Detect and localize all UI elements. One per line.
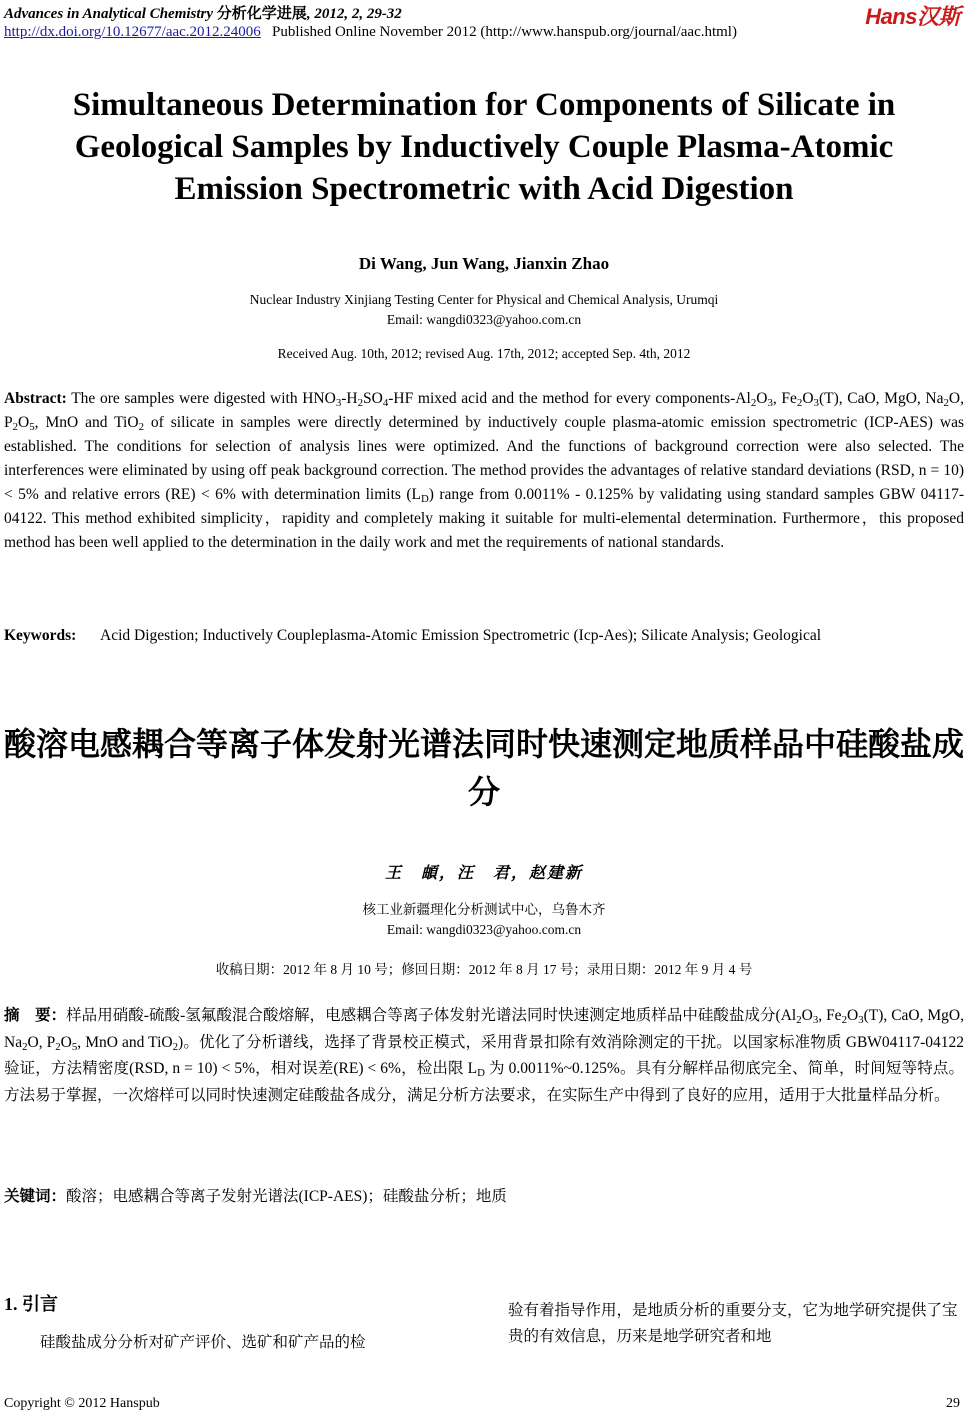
cn-email: Email: wangdi0323@yahoo.com.cn <box>386 922 582 937</box>
copyright: Copyright © 2012 Hanspub <box>4 1396 160 1411</box>
published-info: Published Online November 2012 (http://www.hanspub.org/journal/aac.html) <box>272 24 737 40</box>
page-number: 29 <box>946 1396 960 1411</box>
received-dates: Received Aug. 10th, 2012; revised Aug. 17th, 2012; accepted Sep. 4th, 2012 <box>277 346 691 361</box>
body-column-right: 验有着指导作用，是地质分析的重要分支，它为地学研究提供了宝贵的有效信息，历来是地学研究者和地 <box>508 1302 958 1345</box>
cn-abstract: 摘 要：样品用硝酸-硫酸-氢氟酸混合酸熔解，电感耦合等离子体发射光谱法同时快速测定地质样品中硅酸盐成分($Al_2O_3$, $Fe_2O_3(T)$, CaO, MgO, $Na_2O$, $P_2O_5$, MnO and TiO$_2$)。优化了分析谱线，选择了背景校正模式，采用背景扣除有效消除测定的干扰。以国家标准物质 GBW04117-04122 验证，方法精密度(RSD, n = 10) < 5%，相对误差(RE) < 6%，检出限 $L_D$ 为 0.0011%~0.125%。具有分解样品彻底完全、简单，时间短等特点。方法易于掌握，一次熔样可以同时快速测定硅酸盐各成分，满足分析方法要求，在实际生产中得到了良好的应用，适用于大批量样品分析。 <box>4 1006 964 1104</box>
body-column-left: 硅酸盐成分分析对矿产评价、选矿和矿产品的检 <box>40 1334 366 1351</box>
affiliation: Nuclear Industry Xinjiang Testing Center for Physical and Chemical Analysis, Urumqi <box>249 292 719 307</box>
abstract: Abstract: The ore samples were digested with $HNO_3-H_2SO_4-HF$ mixed acid and the method for every components-$Al_2O_3$, $Fe_2O_3(T)$, CaO, MgO, $Na_2O$, $P_2O_5$, MnO and TiO$_2$ of silicate in samples were directly determined by inductively couple plasma-atomic emission spectrometric (ICP-AES) was established. The conditions for selection of analysis lines were optimized. And the functions of background correction were also selected. The interferences were eliminated by using off peak background correction. The method provides the advantages of relative standard deviations (RSD, n = 10) < 5% and relative errors (RE) < 6% with determination limits $(L_D)$ range from 0.0011% - 0.125% by validating using standard samples GBW 04117-04122. This method exhibited simplicity，rapidity and completely making it suitable for multi-elemental determination. Furthermore，this proposed method has been well applied to the determination in the daily work and met the requirements of national standards. <box>4 390 964 551</box>
cn-affiliation: 核工业新疆理化分析测试中心，乌鲁木齐 <box>362 902 606 917</box>
authors: Di Wang, Jun Wang, Jianxin Zhao <box>358 254 610 273</box>
doi-link[interactable]: http://dx.doi.org/10.12677/aac.2012.24006 <box>4 24 261 40</box>
hans-logo: Hans汉斯 <box>865 4 960 29</box>
section-heading: 1. 引言 <box>4 1294 58 1314</box>
keywords <box>4 624 964 648</box>
cn-keywords: 关键词：酸溶；电感耦合等离子发射光谱法(ICP-AES)；硅酸盐分析；地质 <box>4 1187 507 1205</box>
cn-affiliation-block <box>0 900 968 940</box>
cn-title: 酸溶电感耦合等离子体发射光谱法同时快速测定地质样品中硅酸盐成分 <box>3 725 964 811</box>
cn-dates: 收稿日期：2012 年 8 月 10 号；修回日期：2012 年 8 月 17 号；录用日期：2012 年 9 月 4 号 <box>215 962 753 977</box>
cn-authors: 王 頔，汪 君，赵建新 <box>384 865 583 882</box>
paper-title: Simultaneous Determination for Components of Silicate in Geological Samples by Inductively Couple Plasma-Atomic Emission Spectrometric with Acid Digestion <box>72 87 896 207</box>
keywords-text: Acid Digestion; Inductively Coupleplasma-Atomic Emission Spectrometric (Icp-Aes); Silicate Analysis; Geological <box>100 627 822 644</box>
keywords-label: Keywords: <box>4 627 77 644</box>
doi-line <box>4 24 737 41</box>
email: Email: wangdi0323@yahoo.com.cn <box>386 312 582 327</box>
affiliation-block <box>0 290 968 330</box>
journal-header: Advances in Analytical Chemistry 分析化学进展, 2012, 2, 29-32 <box>4 6 402 22</box>
